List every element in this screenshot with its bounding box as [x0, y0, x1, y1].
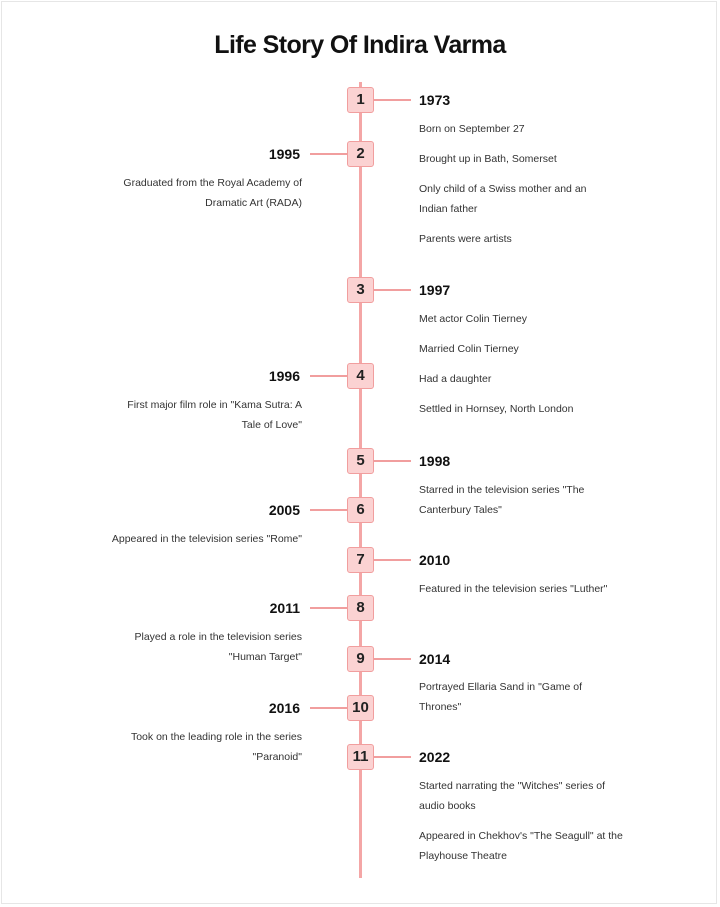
connector-2 [310, 153, 347, 155]
event-note: Appeared in the television series "Rome" [111, 533, 302, 545]
event-note: Parents were artists [419, 233, 512, 245]
event-year-9: 2014 [419, 651, 451, 667]
event-note: Married Colin Tierney [419, 343, 519, 355]
connector-8 [310, 607, 347, 609]
timeline-node-2: 2 [347, 141, 374, 167]
timeline-node-11: 11 [347, 744, 374, 770]
event-note: Born on September 27 [419, 123, 525, 135]
event-note: Appeared in Chekhov's "The Seagull" at the Playhouse Theatre [419, 830, 623, 862]
connector-7 [374, 559, 411, 561]
timeline-node-8: 8 [347, 595, 374, 621]
event-note: Only child of a Swiss mother and an Indian father [419, 183, 587, 215]
timeline-node-9: 9 [347, 646, 374, 672]
event-year-4: 1996 [268, 368, 300, 384]
event-note: Played a role in the television series "Human Target" [134, 631, 302, 663]
event-note: Settled in Hornsey, North London [419, 403, 574, 415]
connector-11 [374, 756, 411, 758]
event-note: Featured in the television series "Luther" [419, 583, 608, 595]
event-note: Started narrating the "Witches" series of audio books [419, 780, 606, 812]
event-year-8: 2011 [269, 600, 300, 616]
connector-9 [374, 658, 411, 660]
event-note: Starred in the television series "The Canterbury Tales" [419, 484, 585, 516]
event-year-2: 1995 [268, 146, 300, 162]
event-year-10: 2016 [268, 700, 300, 716]
event-note: Brought up in Bath, Somerset [419, 153, 557, 165]
timeline-node-7: 7 [347, 547, 374, 573]
event-note: Portrayed Ellaria Sand in "Game of Thrones" [419, 681, 583, 713]
timeline-node-5: 5 [347, 448, 374, 474]
event-year-5: 1998 [419, 453, 451, 469]
timeline-node-6: 6 [347, 497, 374, 523]
event-note: Graduated from the Royal Academy of Dramatic Art (RADA) [123, 177, 302, 209]
connector-6 [310, 509, 347, 511]
timeline-node-10: 10 [347, 695, 374, 721]
event-year-3: 1997 [419, 282, 451, 298]
event-note: Took on the leading role in the series "Paranoid" [130, 731, 302, 763]
connector-10 [310, 707, 347, 709]
connector-4 [310, 375, 347, 377]
connector-1 [374, 99, 411, 101]
timeline-node-3: 3 [347, 277, 374, 303]
connector-3 [374, 289, 411, 291]
event-year-11: 2022 [419, 749, 451, 765]
event-note: Met actor Colin Tierney [419, 313, 527, 325]
event-year-6: 2005 [268, 502, 300, 518]
event-note: Had a daughter [419, 373, 492, 385]
connector-5 [374, 460, 411, 462]
page-title: Life Story Of Indira Varma [214, 31, 506, 59]
timeline-node-4: 4 [347, 363, 374, 389]
event-year-1: 1973 [419, 92, 451, 108]
timeline-node-1: 1 [347, 87, 374, 113]
event-note: First major film role in "Kama Sutra: A Tale of Love" [127, 399, 302, 431]
event-year-7: 2010 [419, 552, 451, 568]
